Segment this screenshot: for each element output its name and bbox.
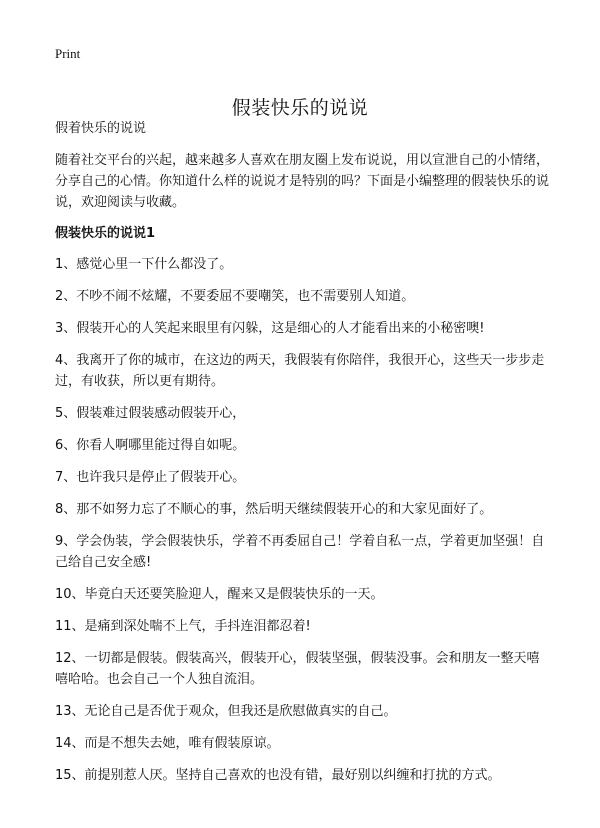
print-link[interactable]: Print — [55, 46, 81, 61]
quote-list — [55, 254, 550, 786]
list-item: 9、学会伪装，学会假装快乐，学着不再委屈自己！学着自私一点，学着更加坚强！自己给自己安全感! — [55, 534, 545, 570]
list-item: 2、不吵不闹不炫耀，不要委屈不要嘲笑，也不需要别人知道。 — [55, 289, 415, 304]
intro-paragraph: 随着社交平台的兴起，越来越多人喜欢在朋友圈上发布说说，用以宣泄自己的小情绪，分享自己的心情。你知道什么样的说说才是特别的吗？下面是小编整理的假装快乐的说说，欢迎阅读与收藏。 — [55, 153, 550, 210]
list-item: 1、感觉心里一下什么都没了。 — [55, 257, 233, 272]
list-item: 12、一切都是假装。假装高兴，假装开心，假装坚强，假装没事。会和朋友一整天嘻嘻哈哈。也会自己一个人独自流泪。 — [55, 651, 540, 687]
list-item: 6、你看人啊哪里能过得自如呢。 — [55, 438, 246, 453]
list-item: 10、毕竟白天还要笑脸迎人，醒来又是假装快乐的一天。 — [55, 587, 384, 602]
list-item: 13、无论自己是否优于观众，但我还是欣慰做真实的自己。 — [55, 704, 397, 719]
document-subtitle: 假着快乐的说说 — [55, 121, 147, 136]
list-item: 3、假装开心的人笑起来眼里有闪躲，这是细心的人才能看出来的小秘密噢! — [55, 321, 485, 336]
section-heading: 假装快乐的说说1 — [55, 226, 156, 241]
list-item: 8、那不如努力忘了不顺心的事，然后明天继续假装开心的和大家见面好了。 — [55, 502, 493, 517]
list-item: 7、也许我只是停止了假装开心。 — [55, 470, 246, 485]
list-item: 4、我离开了你的城市，在这边的两天，我假装有你陪伴，我很开心，这些天一步步走过，有收获，所以更有期待。 — [55, 353, 545, 389]
list-item: 14、而是不想失去她，唯有假装原谅。 — [55, 736, 280, 751]
list-item: 15、前提别惹人厌。坚持自己喜欢的也没有错，最好别以纠缠和打扰的方式。 — [55, 768, 501, 783]
list-item: 11、是痛到深处喘不上气，手抖连泪都忍着! — [55, 619, 311, 634]
list-item: 5、假装难过假装感动假装开心， — [55, 406, 246, 421]
page-title: 假装快乐的说说 — [231, 96, 369, 119]
document-body — [55, 118, 550, 797]
